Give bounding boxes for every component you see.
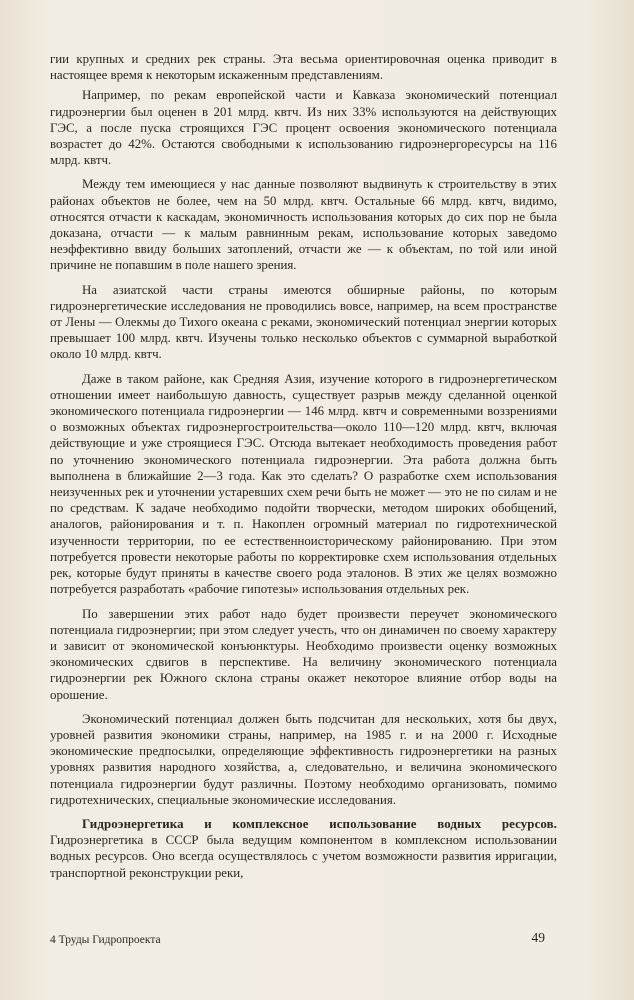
page-footer: [50, 930, 557, 950]
signature-mark: 4 Труды Гидропроекта: [50, 934, 161, 946]
paragraph: На азиатской части страны имеются обширные районы, по которым гидроэнергетические исследования не проводились вовсе, например, на всем пространстве от Лены — Олекмы до Тихого океана с реками, экономический потенциал энергии которых превышает 100 млрд. квтч. Изучены только несколько объектов с суммарной выработкой около 10 млрд. квтч.: [50, 282, 557, 362]
paragraph: Например, по рекам европейской части и Кавказа экономический потенциал гидроэнергии был оценен в 201 млрд. квтч. Из них 33% используются на действующих ГЭС, а после пуска строящихся ГЭС процент освоения экономического потенциала возрастет до 42%. Остаются свободными к использованию гидроэнергоресурсы на 116 млрд. квтч.: [50, 88, 557, 168]
paragraph: Между тем имеющиеся у нас данные позволяют выдвинуть к строительству в этих районах объектов не более, чем на 50 млрд. квтч. Остальные 66 млрд. квтч, видимо, относятся отчасти к каскадам, экономичность использования которых до сих пор не была доказана, отчасти — к малым равнинным рекам, использование которых заведомо неэффективно ввиду больших затоплений, отчасти же — к объектам, по той или иной причине не попавшим в поле нашего зрения.: [50, 177, 557, 273]
section-title: Гидроэнергетика и комплексное использование водных ресурсов.: [82, 816, 557, 831]
paragraph: По завершении этих работ надо будет произвести переучет экономического потенциала гидроэнергии; при этом следует учесть, что он динамичен по своему характеру и зависит от экономической конъюнктуры. Необходимо произвести оценку возможных экономических сдвигов в перспективе. На величину экономического потенциала гидроэнергии рек Южного склона страны окажет некоторое влияние отбор воды на орошение.: [50, 606, 557, 702]
page-number: 49: [531, 930, 545, 945]
body-text: [50, 51, 557, 881]
section-text: Гидроэнергетика в СССР была ведущим компонентом в комплексном использовании водных ресурсов. Оно всегда осуществлялось с учетом возможности развития ирригации, транспортной реконструкции реки,: [50, 833, 557, 880]
paragraph: Даже в таком районе, как Средняя Азия, изучение которого в гидроэнергетическом отношении имеет наибольшую давность, существует разрыв между сделанной оценкой экономического потенциала гидроэнергии — 146 млрд. квтч и современными воззрениями о возможных объектах гидроэнергостроительства—около 110—120 млрд. квтч, включая действующие и уже строящиеся ГЭС. Отсюда вытекает необходимость проведения работ по уточнению экономического потенциала гидроэнергии. Эта работа должна быть выполнена в ближайшие 2—3 года. Как это сделать? О разработке схем использования неизученных рек и уточнении устаревших схем речи быть не может — это не по силам и не по средствам. К задаче необходимо подойти творчески, методом широких обобщений, аналогов, районирования и т. п. Накоплен огромный материал по гидротехнической изученности территории, по ее естественноисторическому районированию. При этом потребуется провести некоторые работы по корректировке схем использования отдельных рек, которые будут приняты в качестве своего рода эталонов. В этих же целях возможно потребуется разработать «рабочие гипотезы» использования отдельных рек.: [50, 371, 557, 597]
section-paragraph: [50, 816, 557, 881]
paragraph-continuation: гии крупных и средних рек страны. Эта весьма ориентировочная оценка приводит в настоящее время к некоторым искаженным представлениям.: [50, 52, 557, 83]
paragraph: Экономический потенциал должен быть подсчитан для нескольких, хотя бы двух, уровней развития экономики страны, например, на 1985 г. и на 2000 г. Исходные экономические предпосылки, определяющие эффективность гидроэнергетики на разных уровнях развития народного хозяйства, а, следовательно, и величина экономического потенциала гидроэнергии будут различны. Поэтому необходимо организовать, помимо гидротехнических, специальные экономические исследования.: [50, 711, 557, 807]
